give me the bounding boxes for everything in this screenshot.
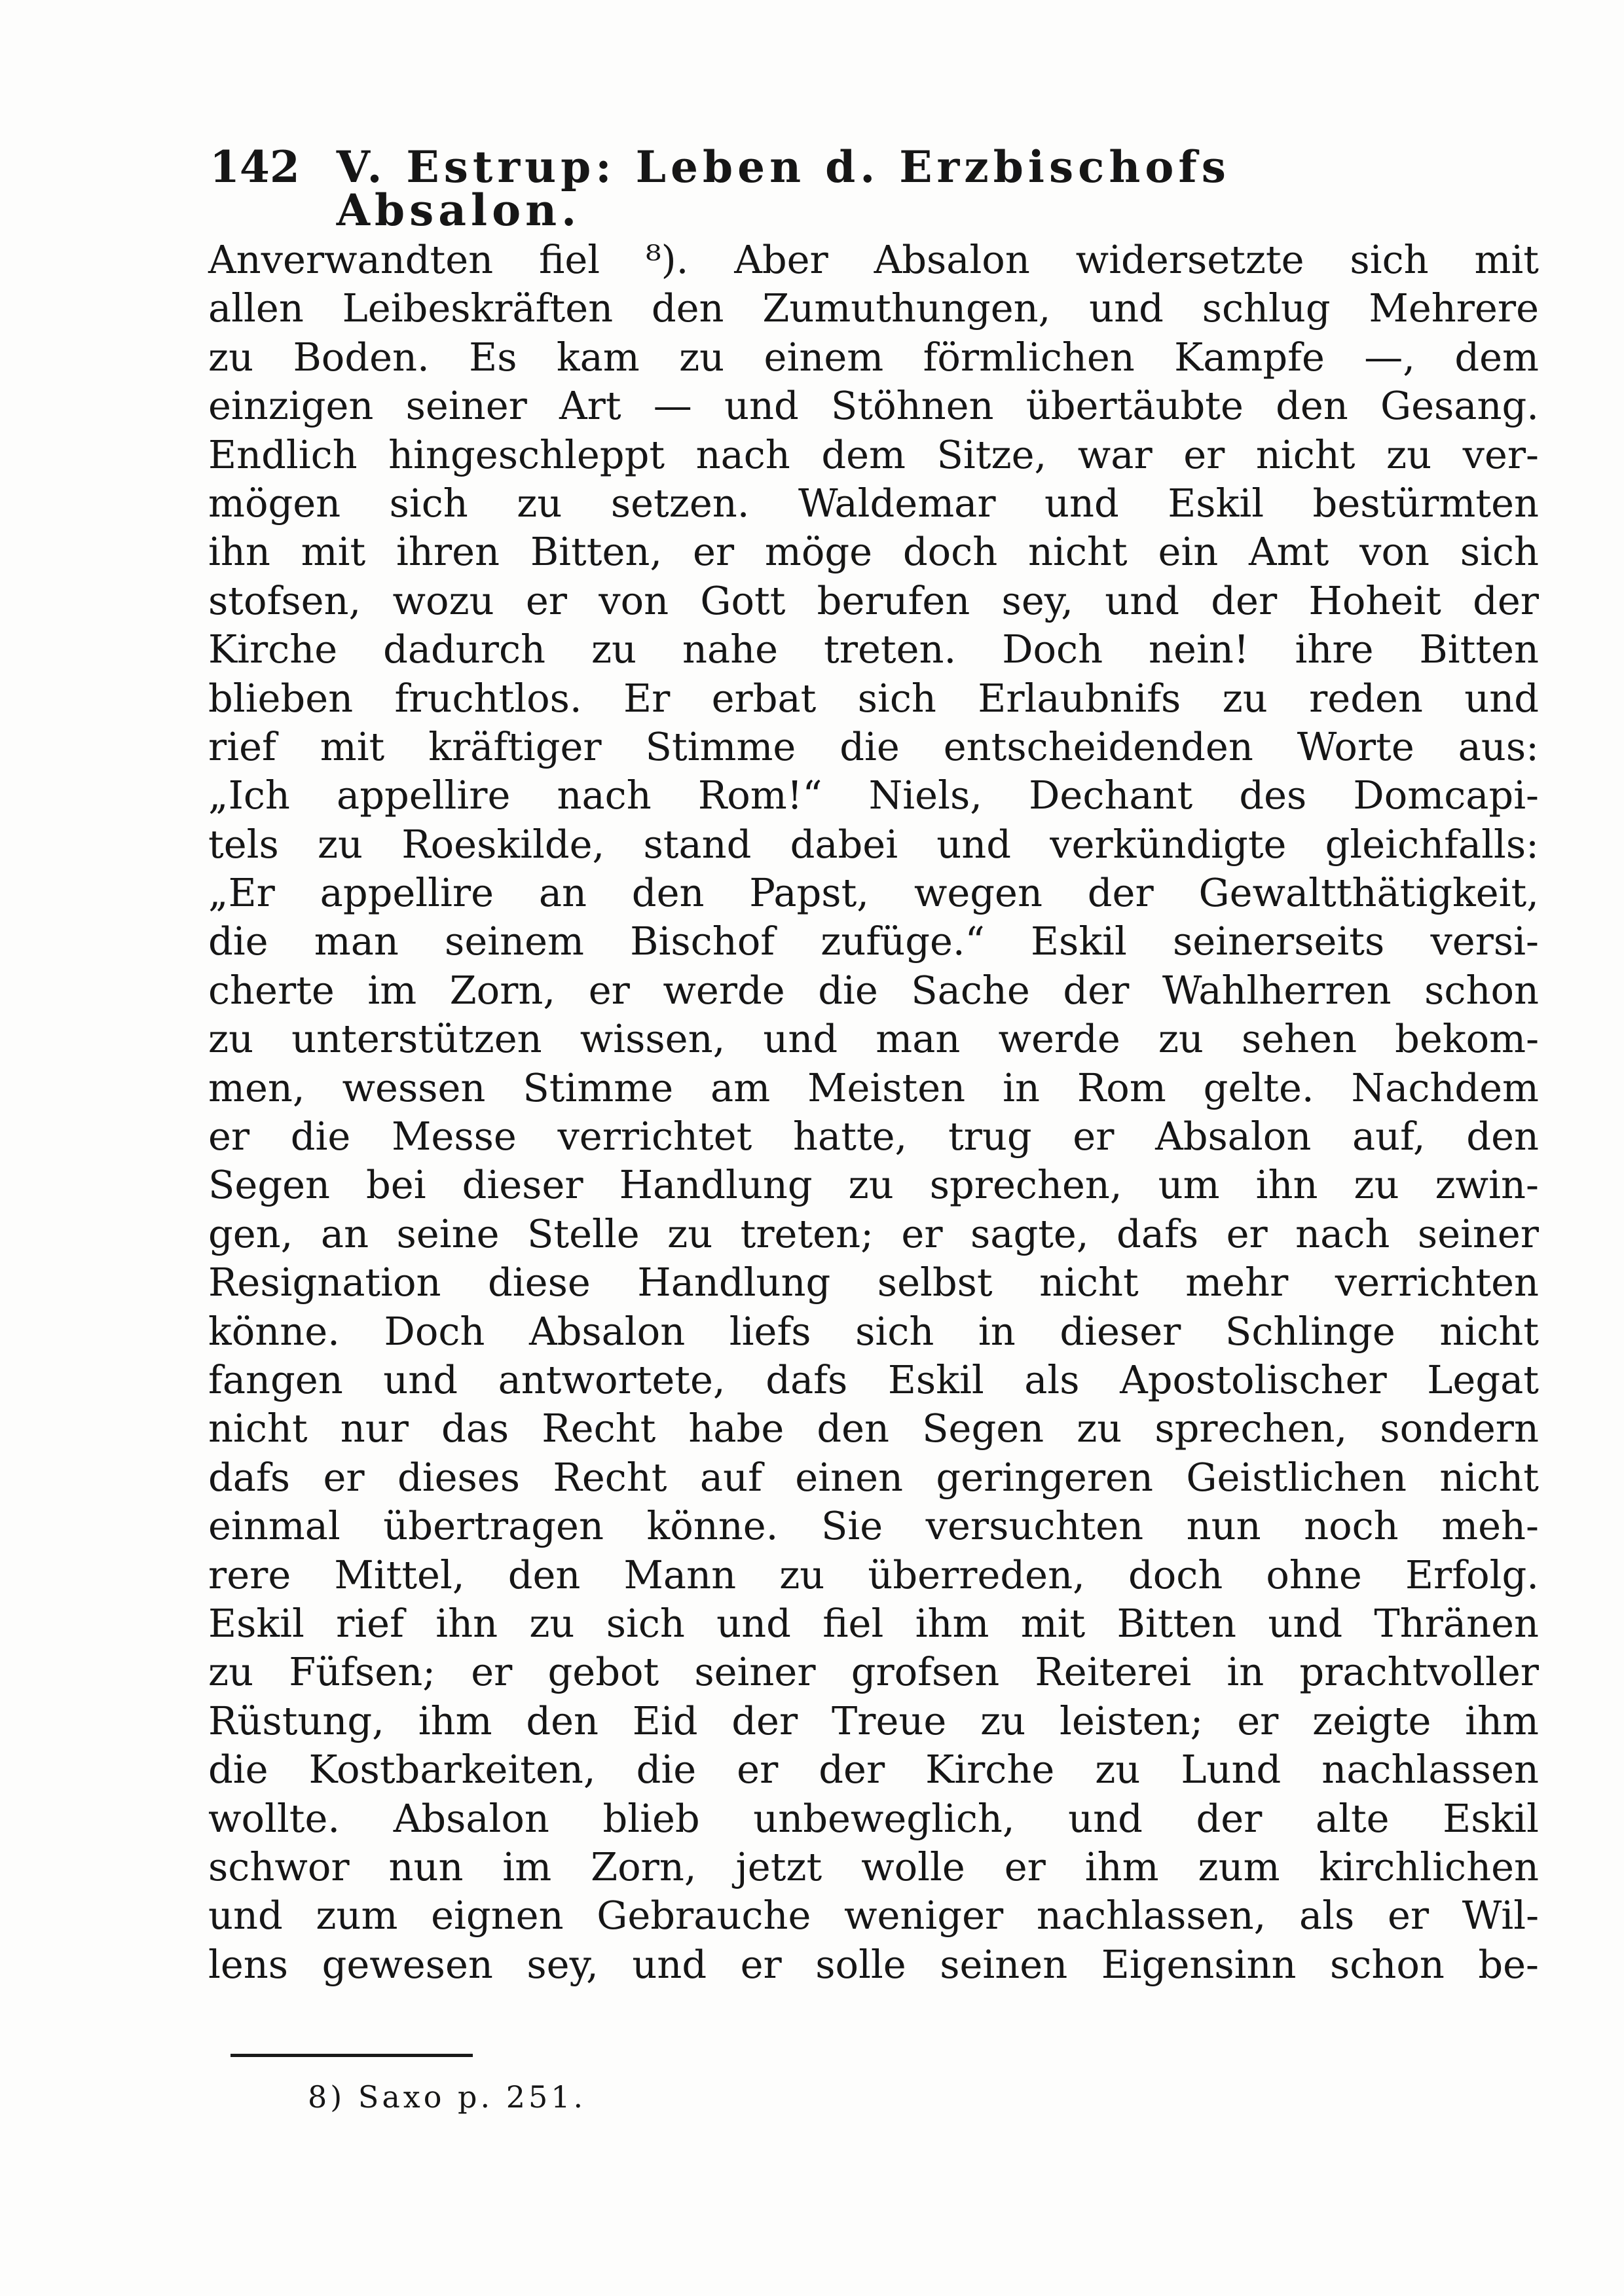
text-line: mögen sich zu setzen. Waldemar und Eskil bestürmten xyxy=(208,480,1539,526)
text-line: rere Mittel, den Mann zu überreden, doch ohne Erfolg. xyxy=(208,1552,1539,1597)
text-line: tels zu Roeskilde, stand dabei und verkündigte gleichfalls: xyxy=(208,821,1539,867)
text-line: zu unterstützen wissen, und man werde zu sehen bekom- xyxy=(208,1016,1539,1062)
footnote-rule xyxy=(231,2054,473,2057)
text-line: zu Boden. Es kam zu einem förmlichen Kampfe —, dem xyxy=(208,334,1539,380)
text-line: allen Leibeskräften den Zumuthungen, und schlug Mehrere xyxy=(208,285,1539,331)
text-line: Rüstung, ihm den Eid der Treue zu leisten; er zeigte ihm xyxy=(208,1698,1539,1743)
text-line: Eskil rief ihn zu sich und fiel ihm mit Bitten und Thränen xyxy=(208,1600,1539,1646)
text-line: gen, an seine Stelle zu treten; er sagte, dafs er nach seiner xyxy=(208,1211,1539,1256)
running-head xyxy=(210,141,1486,236)
text-line: die man seinem Bischof zufüge.“ Eskil seinerseits versi- xyxy=(208,919,1539,964)
body-text xyxy=(208,236,1539,1989)
text-line: rief mit kräftiger Stimme die entscheidenden Worte aus: xyxy=(208,723,1539,769)
text-line: „Er appellire an den Papst, wegen der Gewaltthätigkeit, xyxy=(208,870,1539,916)
text-line: wollte. Absalon blieb unbeweglich, und der alte Eskil xyxy=(208,1795,1539,1841)
text-line: men, wessen Stimme am Meisten in Rom gelte. Nachdem xyxy=(208,1065,1539,1110)
text-line: „Ich appellire nach Rom!“ Niels, Dechant des Domcapi- xyxy=(208,773,1539,818)
text-line: fangen und antwortete, dafs Eskil als Apostolischer Legat xyxy=(208,1357,1539,1402)
text-line: einmal übertragen könne. Sie versuchten nun noch meh- xyxy=(208,1503,1539,1549)
footnote: 8) Saxo p. 251. xyxy=(308,2079,587,2115)
text-line: er die Messe verrichtet hatte, trug er Absalon auf, den xyxy=(208,1114,1539,1159)
text-line: lens gewesen sey, und er solle seinen Eigensinn schon be- xyxy=(208,1941,1539,1987)
text-line: cherte im Zorn, er werde die Sache der Wahlherren schon xyxy=(208,967,1539,1013)
text-line: und zum eignen Gebrauche weniger nachlassen, als er Wil- xyxy=(208,1893,1539,1939)
text-line: einzigen seiner Art — und Stöhnen übertäubte den Gesang. xyxy=(208,383,1539,429)
text-line: nicht nur das Recht habe den Segen zu sprechen, sondern xyxy=(208,1406,1539,1451)
text-line: stofsen, wozu er von Gott berufen sey, und der Hoheit der xyxy=(208,577,1539,623)
text-line: die Kostbarkeiten, die er der Kirche zu Lund nachlassen xyxy=(208,1747,1539,1793)
text-line: zu Füfsen; er gebot seiner grofsen Reiterei in prachtvoller xyxy=(208,1649,1539,1695)
text-line: könne. Doch Absalon liefs sich in dieser Schlinge nicht xyxy=(208,1308,1539,1354)
running-title: V. Estrup: Leben d. Erzbischofs Absalon. xyxy=(336,141,1230,236)
page-number: 142 xyxy=(210,141,300,192)
text-line: Kirche dadurch zu nahe treten. Doch nein! ihre Bitten xyxy=(208,627,1539,672)
text-line: ihn mit ihren Bitten, er möge doch nicht ein Amt von sich xyxy=(208,529,1539,575)
text-line: schwor nun im Zorn, jetzt wolle er ihm zum kirchlichen xyxy=(208,1844,1539,1889)
text-line: Segen bei dieser Handlung zu sprechen, um ihn zu zwin- xyxy=(208,1162,1539,1208)
text-line: blieben fruchtlos. Er erbat sich Erlaubnifs zu reden und xyxy=(208,675,1539,721)
text-line: Anverwandten fiel ⁸). Aber Absalon widersetzte sich mit xyxy=(208,237,1539,282)
text-line: Endlich hingeschleppt nach dem Sitze, war er nicht zu ver- xyxy=(208,431,1539,477)
text-line: dafs er dieses Recht auf einen geringeren Geistlichen nicht xyxy=(208,1454,1539,1500)
text-line: Resignation diese Handlung selbst nicht mehr verrichten xyxy=(208,1260,1539,1305)
